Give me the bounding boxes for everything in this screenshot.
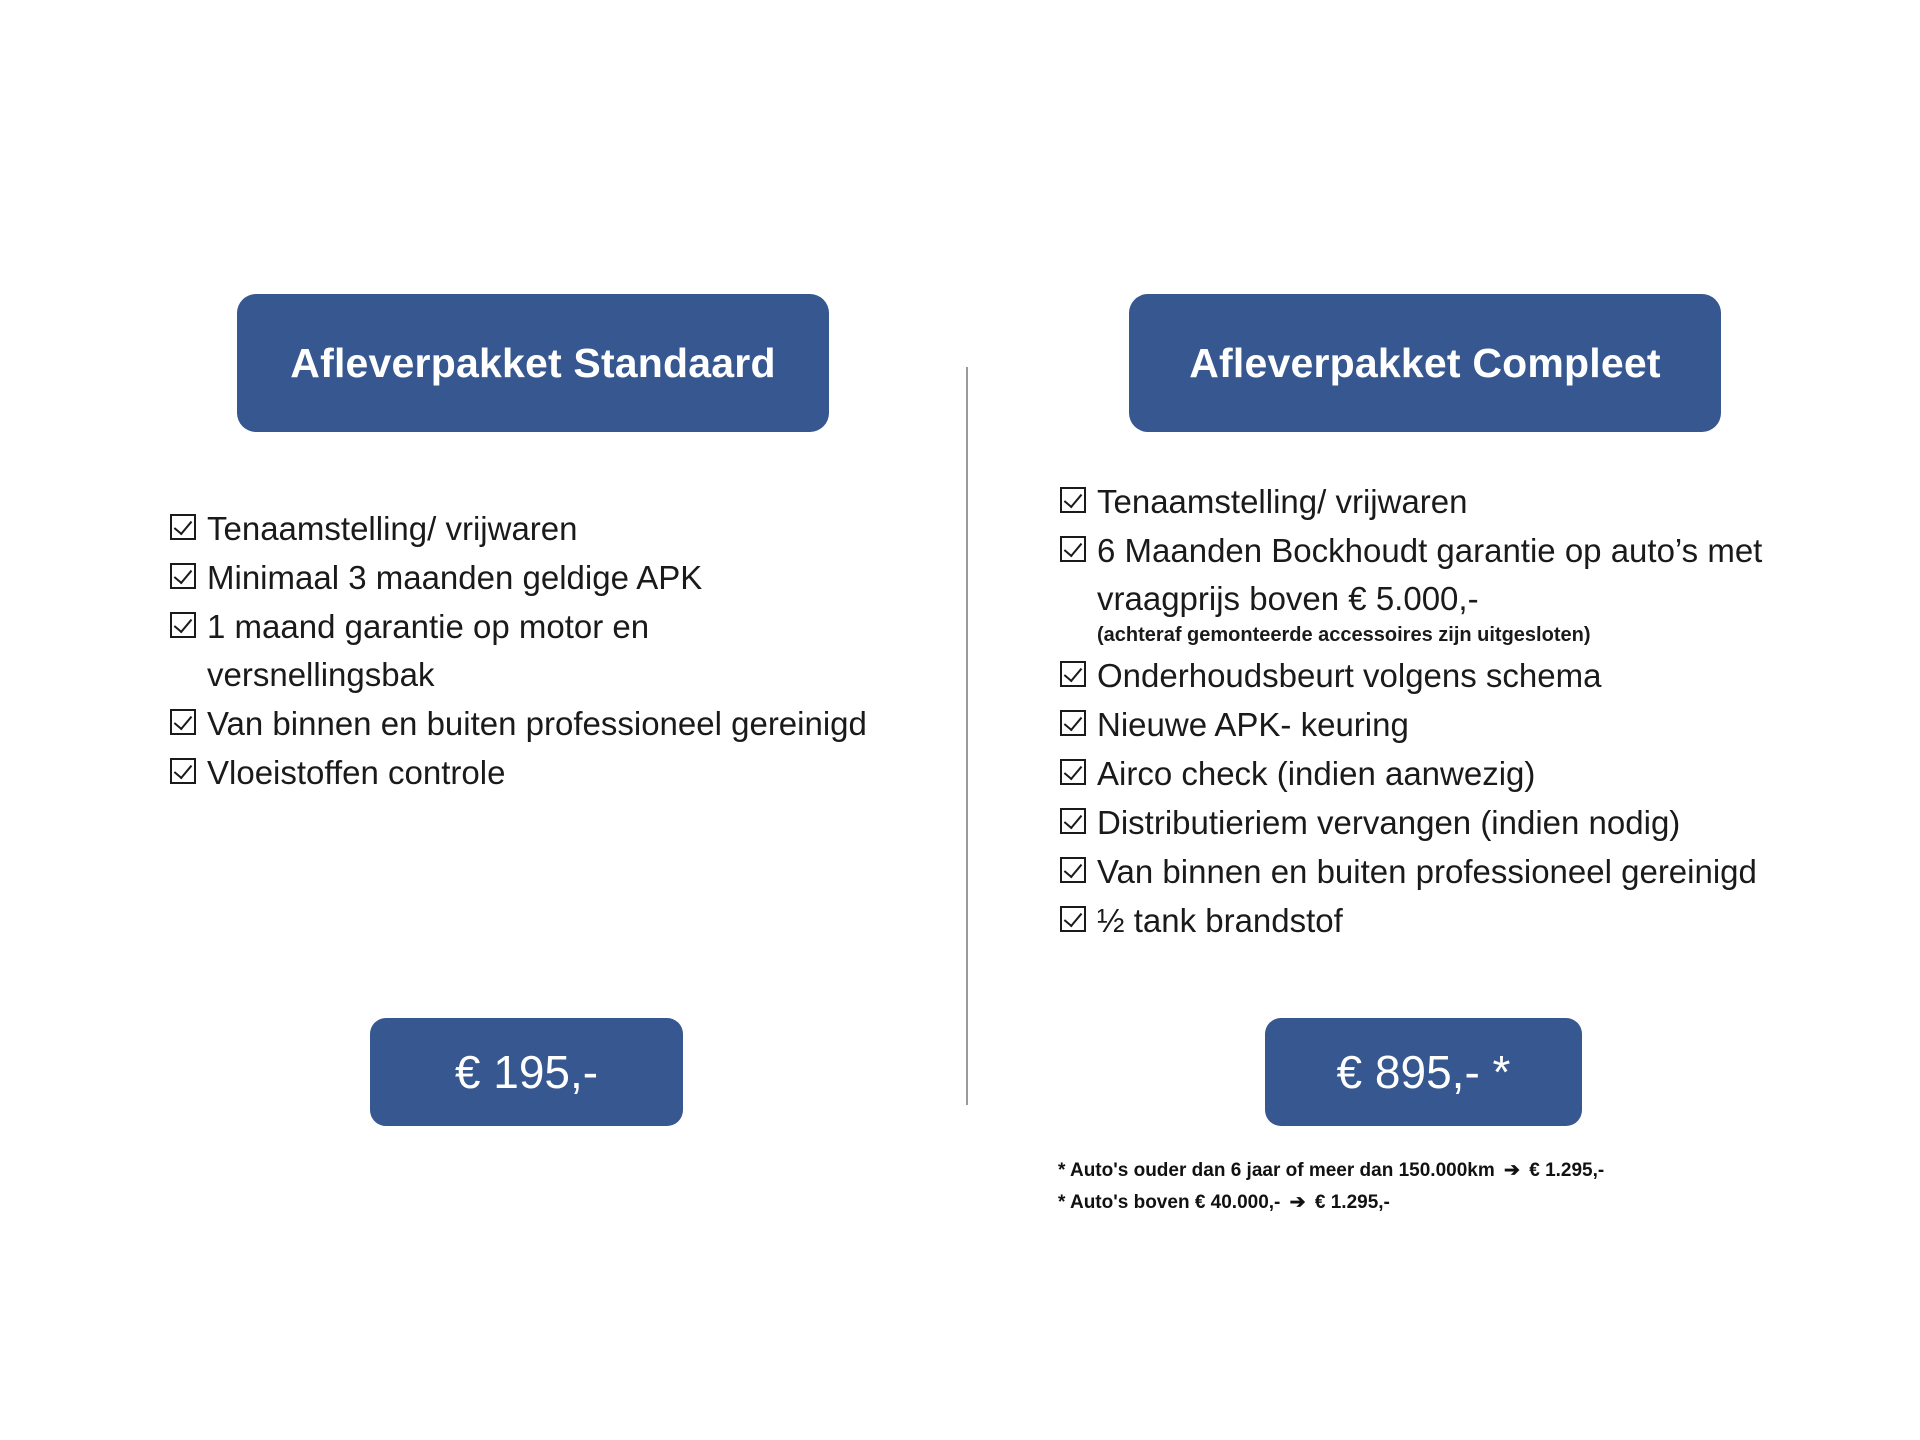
package-title-compleet: Afleverpakket Compleet (1130, 295, 1720, 431)
feature-label: Van binnen en buiten professioneel gereinigd (1097, 853, 1757, 890)
checked-box-icon (170, 563, 196, 589)
price-badge-compleet: € 895,- * (1265, 1018, 1582, 1126)
list-item (1060, 750, 1820, 798)
feature-label: Minimaal 3 maanden geldige APK (207, 559, 703, 596)
footnote-text-before: * Auto's boven € 40.000,- (1058, 1192, 1281, 1213)
list-item (170, 505, 870, 553)
feature-label: Onderhoudsbeurt volgens schema (1097, 657, 1602, 694)
feature-label: 1 maand garantie op motor en versnellingsbak (207, 608, 650, 693)
feature-label: ½ tank brandstof (1097, 902, 1343, 939)
checked-box-icon (170, 514, 196, 540)
feature-label (1097, 527, 1820, 651)
feature-label: Van binnen en buiten professioneel gereinigd (207, 705, 867, 742)
feature-label: Distributieriem vervangen (indien nodig) (1097, 804, 1681, 841)
checked-box-icon (1060, 808, 1086, 834)
footnote-text-before: * Auto's ouder dan 6 jaar of meer dan 150.000km (1058, 1160, 1495, 1181)
list-item (170, 554, 870, 602)
feature-label: Tenaamstelling/ vrijwaren (207, 510, 578, 547)
list-item (1060, 527, 1820, 651)
checked-box-icon (170, 758, 196, 784)
arrow-right-icon: ➔ (1504, 1160, 1520, 1181)
feature-label: Airco check (indien aanwezig) (1097, 755, 1536, 792)
list-item (1060, 652, 1820, 700)
checked-box-icon (1060, 759, 1086, 785)
checked-box-icon (1060, 710, 1086, 736)
package-column-compleet (1050, 0, 1810, 1440)
feature-label: Nieuwe APK- keuring (1097, 706, 1409, 743)
feature-label-text: 6 Maanden Bockhoudt garantie op auto’s met vraagprijs boven € 5.000,- (1097, 532, 1763, 617)
list-item (170, 603, 870, 699)
checked-box-icon (1060, 487, 1086, 513)
list-item (170, 749, 870, 797)
footnote-line (1058, 1187, 1798, 1219)
checked-box-icon (1060, 906, 1086, 932)
list-item (1060, 478, 1820, 526)
list-item (1060, 897, 1820, 945)
list-item (1060, 848, 1820, 896)
checked-box-icon (170, 709, 196, 735)
arrow-right-icon: ➔ (1289, 1192, 1306, 1213)
feature-footnote: (achteraf gemonteerde accessoires zijn uitgesloten) (1097, 624, 1591, 646)
checked-box-icon (170, 612, 196, 638)
package-column-standaard (150, 0, 870, 1440)
list-item (1060, 701, 1820, 749)
footnote-text-after: € 1.295,- (1314, 1192, 1390, 1213)
feature-list-compleet (1060, 478, 1820, 946)
list-item (1060, 799, 1820, 847)
list-item (170, 700, 870, 748)
footnote-text-after: € 1.295,- (1529, 1160, 1605, 1181)
feature-list-standaard (170, 505, 870, 798)
package-title-standaard: Afleverpakket Standaard (238, 295, 828, 431)
checked-box-icon (1060, 536, 1086, 562)
checked-box-icon (1060, 857, 1086, 883)
checked-box-icon (1060, 661, 1086, 687)
column-divider (966, 367, 968, 1105)
footnote-line (1058, 1155, 1798, 1187)
footnotes-block (1058, 1155, 1798, 1219)
feature-label: Vloeistoffen controle (207, 754, 506, 791)
feature-label: Tenaamstelling/ vrijwaren (1097, 483, 1468, 520)
price-badge-standaard: € 195,- (370, 1018, 683, 1126)
